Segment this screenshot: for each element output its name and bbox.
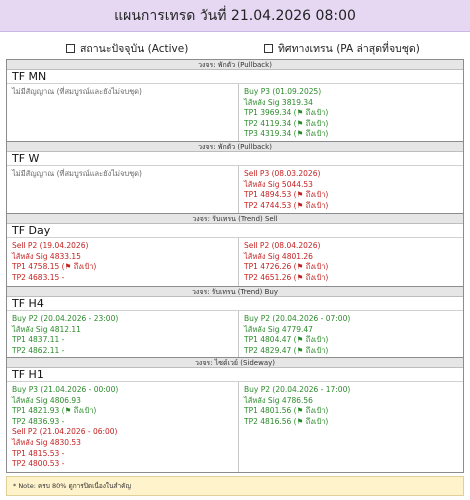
footer-note: * Note: ครบ 80% ดูการปิดเนื่องในสำคัญ [6,476,464,496]
signal-line: TP2 4744.53 (⚑ ถึงเป้า) [244,200,329,210]
timeframe-label: TF H4 [7,297,463,311]
cycle-label: วงจร: ไซด์เวย์ (Sideway) [7,358,463,368]
active-column [7,238,239,286]
active-column [7,382,239,472]
signal-line: TP1 4758.15 (⚑ ถึงเป้า) [12,262,97,272]
legend-item-active [66,40,188,57]
panel-tf-h1 [6,357,464,473]
panel-tf-day [6,213,464,287]
active-column [7,166,239,213]
signal-line: TP1 4726.26 (⚑ ถึงเป้า) [244,262,329,272]
signal-line: Buy P2 (20.04.2026 - 23:00) [12,314,119,323]
signal-line: TP1 4837.11 - [12,335,65,345]
active-column [7,84,239,141]
signal-line: ไส้หลัง Sig 4812.11 [12,324,81,334]
panel-body [7,238,463,286]
timeframe-label: TF H1 [7,368,463,382]
legend-item-trend [264,40,420,57]
signal-line: ไส้หลัง Sig 4801.26 [244,251,313,261]
panel-tf-w [6,141,464,214]
trend-column [239,382,463,472]
signal-line: ไส้หลัง Sig 4786.56 [244,395,313,405]
signal-line: TP1 4894.53 (⚑ ถึงเป้า) [244,190,329,200]
panel-body [7,166,463,213]
trend-column [239,311,463,358]
signal-line: TP2 4829.47 (⚑ ถึงเป้า) [244,345,329,355]
signal-line: ไส้หลัง Sig 4806.93 [12,395,81,405]
trend-column [239,84,463,141]
signal-line: Sell P2 (19.04.2026) [12,241,89,250]
signal-line: ไส้หลัง Sig 5044.53 [244,179,313,189]
signal-line: TP2 4862.11 - [12,345,65,355]
signal-line: TP2 4836.93 - [12,416,65,426]
signal-line: TP2 4651.26 (⚑ ถึงเป้า) [244,272,329,282]
signal-line: TP2 4683.15 - [12,272,65,282]
signal-line: ไส้หลัง Sig 4830.53 [12,437,81,447]
signal-line: Buy P2 (20.04.2026 - 07:00) [244,314,351,323]
panel-tf-h4 [6,286,464,359]
panel-tf-mn [6,59,464,142]
signal-line: TP2 4816.56 (⚑ ถึงเป้า) [244,416,329,426]
signal-line: Buy P2 (20.04.2026 - 17:00) [244,385,351,394]
trend-column [239,166,463,213]
signal-line: TP1 4801.56 (⚑ ถึงเป้า) [244,406,329,416]
signal-line: Sell P2 (08.04.2026) [244,241,321,250]
legend [0,40,470,56]
page-title-bar [0,0,470,32]
signal-line: TP1 4821.93 (⚑ ถึงเป้า) [12,406,97,416]
cycle-label: วงจร: รับเทรน (Trend) Sell [7,214,463,224]
signal-line: ไม่มีสัญญาณ (ที่สมบูรณ์และยังไม่จบชุด) [12,87,142,96]
active-column [7,311,239,358]
cycle-label: วงจร: พักตัว (Pullback) [7,142,463,152]
checkbox-icon [264,44,273,53]
signal-line: TP1 4804.47 (⚑ ถึงเป้า) [244,335,329,345]
trend-column [239,238,463,286]
signal-line: TP2 4800.53 - [12,459,65,469]
timeframe-label: TF MN [7,70,463,84]
cycle-label: วงจร: พักตัว (Pullback) [7,60,463,70]
cycle-label: วงจร: รับเทรน (Trend) Buy [7,287,463,297]
signal-line: Sell P2 (21.04.2026 - 06:00) [12,427,118,437]
legend-active-label: สถานะปัจจุบัน (Active) [80,43,189,55]
checkbox-icon [66,44,75,53]
signal-line: TP1 4815.53 - [12,448,65,458]
legend-trend-label: ทิศทางเทรน (PA ล่าสุดที่จบชุด) [278,43,420,55]
panel-body [7,311,463,358]
panel-body [7,382,463,472]
signal-line: Sell P3 (08.03.2026) [244,169,321,178]
timeframe-label: TF Day [7,224,463,238]
panel-body [7,84,463,141]
timeframe-label: TF W [7,152,463,166]
signal-line: ไม่มีสัญญาณ (ที่สมบูรณ์และยังไม่จบชุด) [12,169,142,178]
signal-line: TP2 4119.34 (⚑ ถึงเป้า) [244,118,329,128]
signal-line: Buy P3 (21.04.2026 - 00:00) [12,385,119,394]
signal-line: ไส้หลัง Sig 3819.34 [244,97,313,107]
page-title: แผนการเทรด วันที่ 21.04.2026 08:00 [114,7,356,24]
signal-line: ไส้หลัง Sig 4779.47 [244,324,313,334]
signal-line: Buy P3 (01.09.2025) [244,87,322,96]
signal-line: ไส้หลัง Sig 4833.15 [12,251,81,261]
signal-line: TP3 4319.34 (⚑ ถึงเป้า) [244,129,329,139]
signal-line: TP1 3969.34 (⚑ ถึงเป้า) [244,108,329,118]
